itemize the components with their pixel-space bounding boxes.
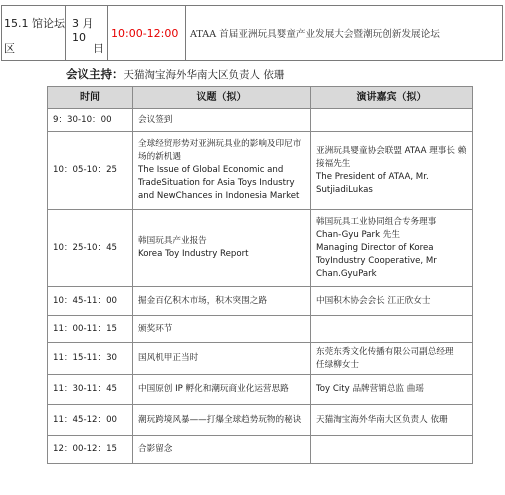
row-time: 10：25-10：45 (48, 210, 133, 287)
row-speaker: Toy City 品牌营销总监 曲瑶 (316, 384, 424, 394)
row-time: 9：30-10：00 (48, 109, 133, 132)
host-line (66, 66, 284, 82)
row-time: 11：15-11：30 (48, 343, 133, 375)
forum-title: ATAA 首届亚洲玩具婴童产业发展大会暨潮玩创新发展论坛 (190, 29, 440, 40)
row-time: 11：30-11：45 (48, 375, 133, 405)
date-line1: 3 月 10 (72, 17, 94, 44)
row-topic: 韩国玩具产业报告 Korea Toy Industry Report (138, 236, 249, 259)
row-topic: 会议签到 (138, 114, 173, 125)
row-topic: 全球经贸形势对亚洲玩具业的影响及印尼市场的新机遇 The Issue of Global Economic and TradeSituation for Asia Toys Industry and NewChances in Indonesia Market (138, 139, 302, 201)
table-row (48, 132, 473, 210)
host-label: 会议主持： (66, 67, 124, 81)
table-row (48, 343, 473, 375)
row-speaker: 韩国玩具工业协同组合专务理事 Chan-Gyu Park 先生 Managing Director of Korea ToyIndustry Cooperative, Mr Chan.GyuPark (316, 216, 437, 279)
host-name: 天猫淘宝海外华南大区负责人 依珊 (123, 69, 285, 81)
row-time: 10：45-11：00 (48, 287, 133, 316)
forum-header-row (1, 5, 503, 61)
table-row (48, 287, 473, 316)
time-cell (108, 6, 186, 60)
venue-line2: 区 (4, 42, 15, 55)
row-topic: 潮玩跨境风暴——打爆全球趋势玩物的秘诀 (138, 414, 302, 425)
date-cell (66, 6, 108, 60)
row-speaker: 中国积木协会会长 江正欣女士 (316, 295, 431, 306)
table-row (48, 210, 473, 287)
header-topic: 议题（拟） (133, 87, 311, 109)
table-header-row (48, 87, 473, 109)
table-row (48, 436, 473, 464)
row-speaker: 天猫淘宝海外华南大区负责人 依珊 (316, 414, 448, 425)
row-time: 11：00-11：15 (48, 316, 133, 343)
header-speaker: 演讲嘉宾（拟） (311, 87, 473, 109)
venue-line1: 15.1 馆论坛 (4, 17, 65, 30)
header-time: 时间 (48, 87, 133, 109)
table-row (48, 405, 473, 436)
table-row (48, 375, 473, 405)
row-time: 11：45-12：00 (48, 405, 133, 436)
row-speaker: 东莞东秀文化传播有限公司副总经理 任绿柳女士 (316, 346, 454, 370)
table-row (48, 316, 473, 343)
row-topic: 颁奖环节 (138, 323, 173, 334)
session-time: 10:00-12:00 (111, 26, 179, 40)
row-speaker: 亚洲玩具婴童协会联盟 ATAA 理事长 赖接福先生 The President of ATAA, Mr. SutjiadiLukas (316, 145, 467, 195)
title-cell (186, 6, 502, 60)
row-time: 10：05-10：25 (48, 132, 133, 210)
schedule-table (47, 86, 473, 464)
row-topic: 合影留念 (138, 444, 173, 454)
date-line2: 日 (93, 42, 104, 55)
venue-cell (2, 6, 66, 60)
row-topic: 中国原创 IP 孵化和潮玩商业化运营思路 (138, 384, 289, 394)
row-time: 12：00-12：15 (48, 436, 133, 464)
table-row (48, 109, 473, 132)
row-topic: 掘金百亿积木市场，积木突围之路 (138, 295, 267, 306)
row-topic: 国风机甲正当时 (138, 353, 199, 363)
